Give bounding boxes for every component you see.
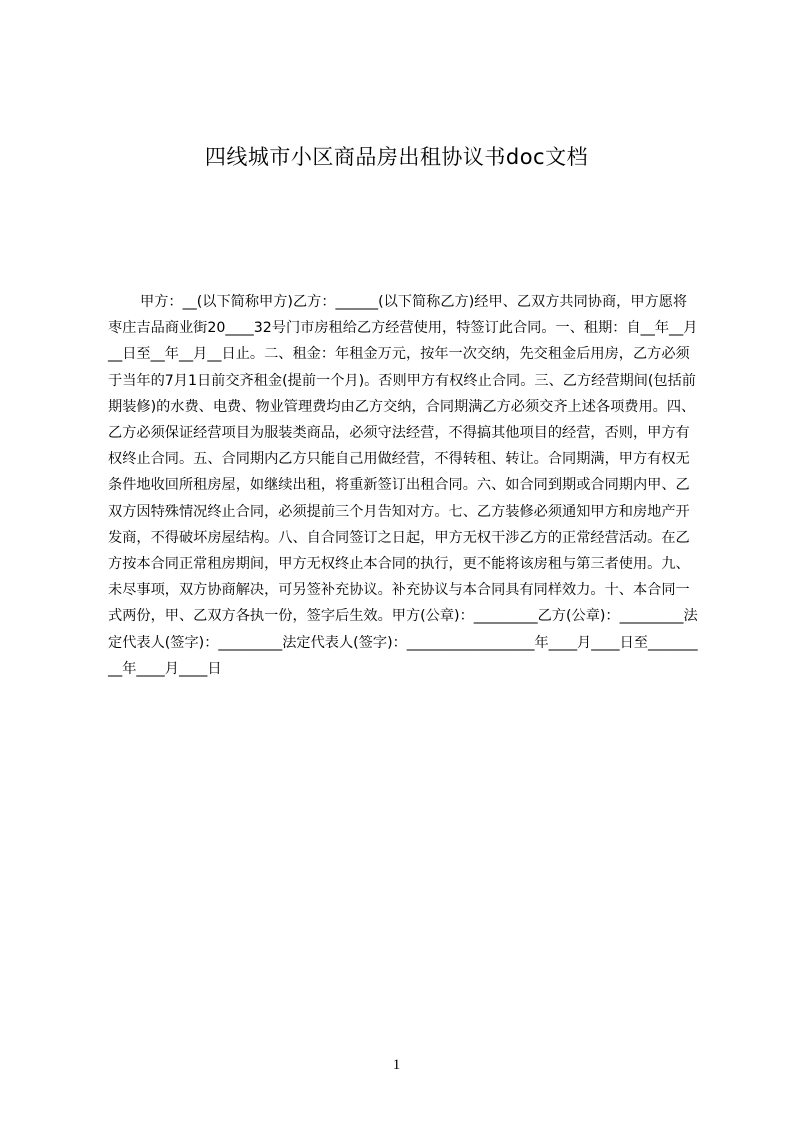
page-number: 1 bbox=[392, 1057, 401, 1073]
contract-body-text: 甲方：__(以下简称甲方)乙方：______(以下简称乙方)经甲、乙双方共同协商，甲方愿将枣庄吉品商业街20____32号门市房租给乙方经营使用，特签订此合同。一、租期：自__年__月__日至__年__月__日止。二、租金：年租金万元，按年一次交纳，先交租金后用房，乙方必须于当年的7月1日前交齐租金(提前一个月)。否则甲方有权终止合同。三、乙方经营期间(包括前期装修)的水费、电费、物业管理费均由乙方交纳，合同期满乙方必须交齐上述各项费用。四、乙方必须保证经营项目为服装类商品，必须守法经营，不得搞其他项目的经营，否则，甲方有权终止合同。五、合同期内乙方只能自己用做经营，不得转租、转让。合同期满，甲方有权无条件地收回所租房屋，如继续出租，将重新签订出租合同。六、如合同到期或合同期内甲、乙双方因特殊情况终止合同，必须提前三个月告知对方。七、乙方装修必须通知甲方和房地产开发商，不得破坏房屋结构。八、自合同签订之日起，甲方无权干涉乙方的正常经营活动。在乙方按本合同正常租房期间，甲方无权终止本合同的执行，更不能将该房租与第三者使用。九、未尽事项，双方协商解决，可另签补充协议。补充协议与本合同具有同样效力。十、本合同一式两份，甲、乙双方各执一份，签字后生效。甲方(公章)：_________乙方(公章)：_________法定代表人(签字)：_________法定代表人(签字)：__________________年____月____日至_________年____月____日 bbox=[108, 294, 698, 677]
document-title: 四线城市小区商品房出租协议书doc文档 bbox=[204, 145, 589, 169]
